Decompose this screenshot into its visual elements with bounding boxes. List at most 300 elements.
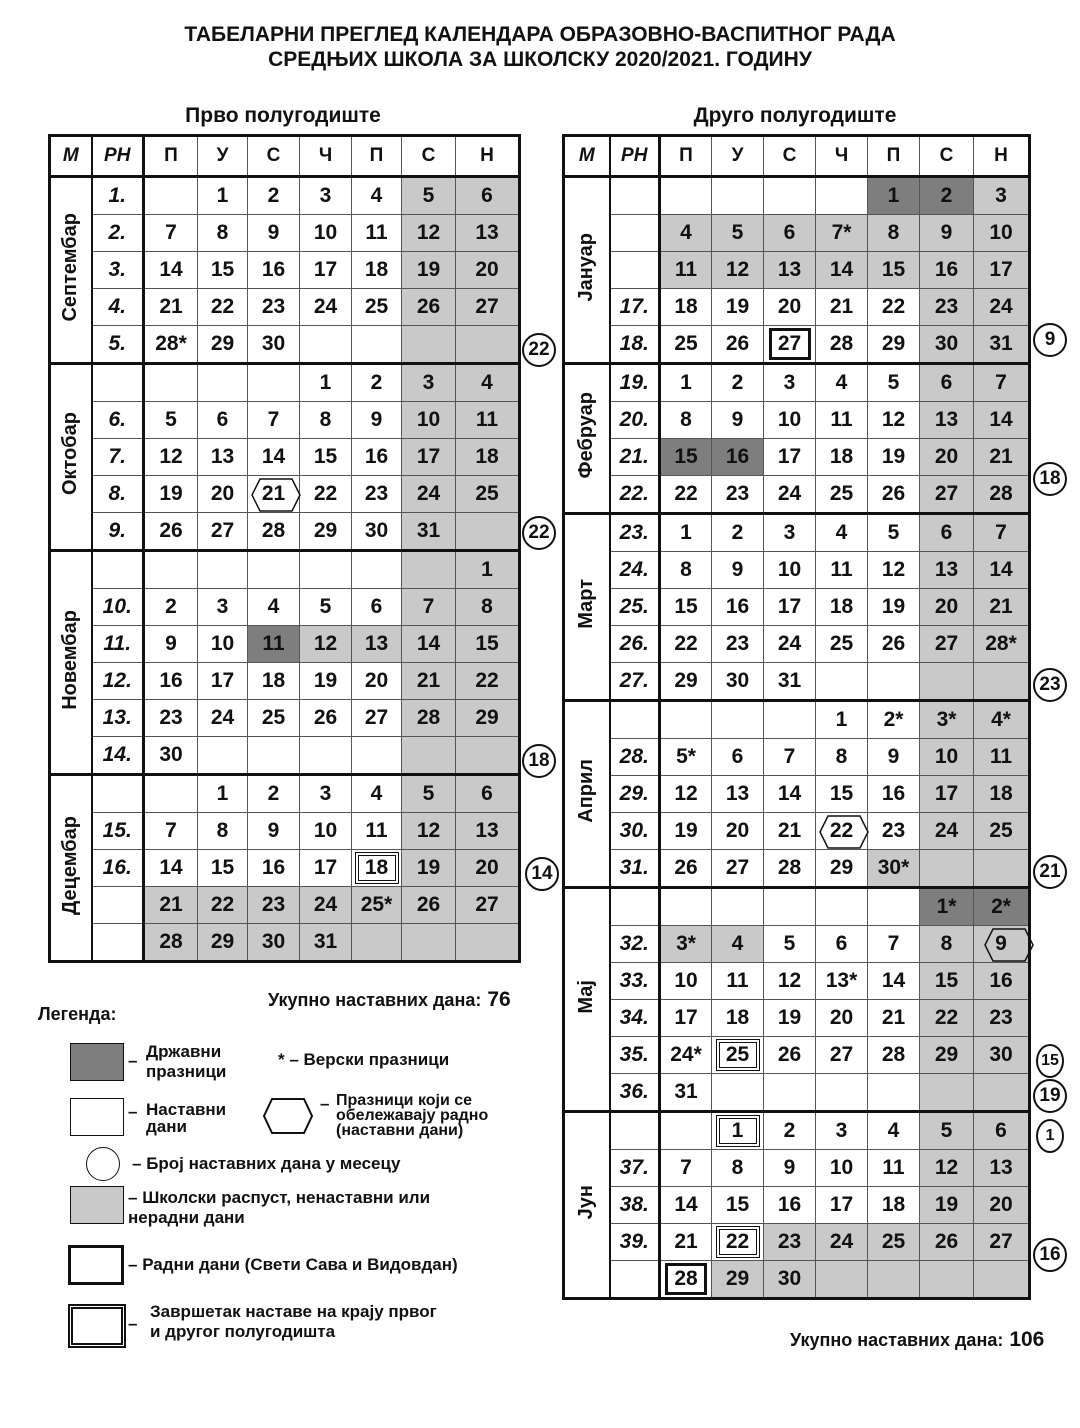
day-cell: 10 bbox=[974, 215, 1030, 252]
week-number: 23. bbox=[610, 514, 660, 552]
day-cell: 10 bbox=[300, 813, 352, 850]
day-cell: 28 bbox=[974, 476, 1030, 514]
day-cell: 25 bbox=[660, 326, 712, 364]
day-cell: 3 bbox=[300, 775, 352, 813]
day-cell: 7 bbox=[144, 215, 198, 252]
day-cell bbox=[764, 326, 816, 364]
day-cell: 19 bbox=[144, 476, 198, 513]
day-cell bbox=[144, 177, 198, 215]
day-cell: 19 bbox=[402, 850, 456, 887]
day-cell: 3* bbox=[920, 701, 974, 739]
day-cell: 30 bbox=[920, 326, 974, 364]
day-cell bbox=[144, 775, 198, 813]
week-row bbox=[564, 514, 1030, 552]
day-cell: 1 bbox=[198, 775, 248, 813]
day-cell: 20 bbox=[456, 850, 520, 887]
day-cell: 21 bbox=[868, 1000, 920, 1037]
day-cell bbox=[764, 1074, 816, 1112]
day-cell: 27 bbox=[974, 1224, 1030, 1261]
day-cell: 12 bbox=[300, 626, 352, 663]
day-cell: 15 bbox=[816, 776, 868, 813]
day-cell: 21 bbox=[974, 589, 1030, 626]
hexagon-icon bbox=[983, 927, 1035, 963]
day-cell: 6 bbox=[456, 775, 520, 813]
day-cell: 28 bbox=[816, 326, 868, 364]
day-cell: 16 bbox=[868, 776, 920, 813]
week-number: 26. bbox=[610, 626, 660, 663]
day-cell bbox=[300, 737, 352, 775]
week-row bbox=[564, 663, 1030, 701]
day-cell: 11 bbox=[816, 552, 868, 589]
column-header: М bbox=[564, 136, 610, 177]
day-cell: 18 bbox=[660, 289, 712, 326]
day-cell: 26 bbox=[712, 326, 764, 364]
week-row bbox=[50, 215, 520, 252]
column-header: П bbox=[352, 136, 402, 177]
week-row bbox=[564, 326, 1030, 364]
week-number: 32. bbox=[610, 926, 660, 963]
week-number: 15. bbox=[92, 813, 144, 850]
end-of-term-day: 1 bbox=[716, 1115, 760, 1147]
day-cell: 21 bbox=[660, 1224, 712, 1261]
week-row bbox=[50, 813, 520, 850]
day-cell: 3 bbox=[198, 589, 248, 626]
week-row bbox=[564, 589, 1030, 626]
day-cell: 17 bbox=[920, 776, 974, 813]
day-cell: 18 bbox=[974, 776, 1030, 813]
week-row bbox=[564, 850, 1030, 888]
week-number bbox=[610, 701, 660, 739]
week-row bbox=[50, 177, 520, 215]
day-cell: 31 bbox=[974, 326, 1030, 364]
day-cell bbox=[300, 551, 352, 589]
day-cell bbox=[352, 737, 402, 775]
day-cell: 6 bbox=[764, 215, 816, 252]
day-cell: 8 bbox=[712, 1150, 764, 1187]
day-cell bbox=[712, 177, 764, 215]
day-cell: 10 bbox=[764, 402, 816, 439]
day-cell: 26 bbox=[300, 700, 352, 737]
day-cell: 19 bbox=[920, 1187, 974, 1224]
day-cell bbox=[660, 1112, 712, 1150]
day-cell bbox=[712, 888, 764, 926]
day-cell: 8 bbox=[660, 552, 712, 589]
day-cell: 20 bbox=[352, 663, 402, 700]
day-cell: 1 bbox=[868, 177, 920, 215]
day-cell: 14 bbox=[660, 1187, 712, 1224]
day-cell: 11 bbox=[352, 215, 402, 252]
day-cell: 7 bbox=[974, 514, 1030, 552]
day-cell: 8 bbox=[456, 589, 520, 626]
week-number bbox=[610, 1112, 660, 1150]
day-cell: 8 bbox=[300, 402, 352, 439]
month-count-circle: 19 bbox=[1033, 1079, 1067, 1113]
day-cell: 13 bbox=[764, 252, 816, 289]
day-cell: 12 bbox=[402, 813, 456, 850]
day-cell bbox=[920, 1074, 974, 1112]
day-cell: 18 bbox=[248, 663, 300, 700]
week-row bbox=[564, 402, 1030, 439]
day-cell: 24 bbox=[198, 700, 248, 737]
day-cell: 15 bbox=[456, 626, 520, 663]
day-cell: 22 bbox=[920, 1000, 974, 1037]
week-number bbox=[610, 177, 660, 215]
week-number bbox=[92, 551, 144, 589]
day-cell: 12 bbox=[402, 215, 456, 252]
day-cell: 5* bbox=[660, 739, 712, 776]
day-cell: 30 bbox=[764, 1261, 816, 1299]
day-cell: 7 bbox=[660, 1150, 712, 1187]
day-cell: 26 bbox=[660, 850, 712, 888]
week-row bbox=[564, 739, 1030, 776]
day-cell: 30* bbox=[868, 850, 920, 888]
day-cell: 22 bbox=[198, 289, 248, 326]
day-cell: 6 bbox=[198, 402, 248, 439]
day-cell: 24 bbox=[974, 289, 1030, 326]
day-cell: 31 bbox=[660, 1074, 712, 1112]
day-cell: 29 bbox=[660, 663, 712, 701]
month-count-circle: 9 bbox=[1033, 323, 1067, 357]
day-cell: 5 bbox=[300, 589, 352, 626]
month-name-cell bbox=[50, 775, 92, 962]
day-cell: 5 bbox=[764, 926, 816, 963]
day-cell: 12 bbox=[660, 776, 712, 813]
day-cell: 17 bbox=[300, 252, 352, 289]
week-number: 33. bbox=[610, 963, 660, 1000]
day-cell: 1 bbox=[456, 551, 520, 589]
week-number: 7. bbox=[92, 439, 144, 476]
day-cell: 7 bbox=[974, 364, 1030, 402]
day-cell: 28 bbox=[868, 1037, 920, 1074]
day-cell: 13 bbox=[456, 813, 520, 850]
week-number: 3. bbox=[92, 252, 144, 289]
day-cell: 9 bbox=[248, 215, 300, 252]
day-cell: 26 bbox=[144, 513, 198, 551]
day-cell: 10 bbox=[198, 626, 248, 663]
week-row bbox=[564, 364, 1030, 402]
day-cell: 14 bbox=[144, 252, 198, 289]
day-cell: 20 bbox=[920, 439, 974, 476]
day-cell: 2 bbox=[248, 775, 300, 813]
day-cell bbox=[868, 1261, 920, 1299]
day-cell: 24 bbox=[816, 1224, 868, 1261]
day-cell: 11 bbox=[816, 402, 868, 439]
day-cell: 27 bbox=[456, 887, 520, 924]
day-cell: 10 bbox=[660, 963, 712, 1000]
month-name: Април bbox=[575, 759, 598, 823]
day-cell: 31 bbox=[402, 513, 456, 551]
day-cell: 17 bbox=[974, 252, 1030, 289]
day-cell: 12 bbox=[764, 963, 816, 1000]
week-number: 4. bbox=[92, 289, 144, 326]
day-cell bbox=[816, 1261, 868, 1299]
end-of-term-day: 25 bbox=[716, 1039, 760, 1071]
week-row bbox=[564, 1037, 1030, 1074]
month-name-cell bbox=[50, 364, 92, 551]
day-cell bbox=[660, 701, 712, 739]
total-label: Укупно наставних дана: bbox=[790, 1330, 1004, 1350]
legend-holiday-swatch bbox=[70, 1043, 124, 1081]
column-header: П bbox=[660, 136, 712, 177]
day-cell: 7 bbox=[402, 589, 456, 626]
day-cell: 13 bbox=[352, 626, 402, 663]
day-cell: 25 bbox=[868, 1224, 920, 1261]
day-cell: 15 bbox=[868, 252, 920, 289]
legend-title: Легенда: bbox=[38, 1004, 117, 1024]
day-cell: 2* bbox=[974, 888, 1030, 926]
day-cell: 22 bbox=[660, 626, 712, 663]
day-cell: 24 bbox=[300, 289, 352, 326]
day-cell: 7 bbox=[248, 402, 300, 439]
day-cell: 3 bbox=[974, 177, 1030, 215]
week-row bbox=[50, 364, 520, 402]
day-cell: 23 bbox=[974, 1000, 1030, 1037]
day-cell: 9 bbox=[712, 402, 764, 439]
day-cell: 16 bbox=[764, 1187, 816, 1224]
month-count-circle: 18 bbox=[1033, 462, 1067, 496]
day-cell: 21 bbox=[816, 289, 868, 326]
day-cell: 27 bbox=[920, 626, 974, 663]
month-name-cell bbox=[564, 177, 610, 364]
column-header: Н bbox=[456, 136, 520, 177]
day-cell: 9 bbox=[352, 402, 402, 439]
day-cell: 18 bbox=[712, 1000, 764, 1037]
day-cell: 31 bbox=[764, 663, 816, 701]
day-cell bbox=[402, 737, 456, 775]
day-cell bbox=[248, 551, 300, 589]
day-cell bbox=[816, 663, 868, 701]
week-number: 6. bbox=[92, 402, 144, 439]
month-name: Децембар bbox=[59, 815, 82, 915]
legend-hexagon-icon bbox=[262, 1097, 314, 1135]
day-cell bbox=[974, 1074, 1030, 1112]
day-cell: 10 bbox=[300, 215, 352, 252]
end-of-term-day: 18 bbox=[355, 852, 399, 884]
semester-2-total bbox=[790, 1328, 1044, 1352]
day-cell: 5 bbox=[868, 514, 920, 552]
month-name-cell bbox=[564, 1112, 610, 1299]
week-row bbox=[564, 776, 1030, 813]
month-name-cell bbox=[564, 514, 610, 701]
column-header: С bbox=[248, 136, 300, 177]
day-cell: 19 bbox=[402, 252, 456, 289]
day-cell bbox=[920, 663, 974, 701]
day-cell bbox=[456, 737, 520, 775]
month-name: Март bbox=[575, 579, 598, 629]
day-cell: 2 bbox=[920, 177, 974, 215]
week-row bbox=[564, 963, 1030, 1000]
month-name: Фебруар bbox=[575, 392, 598, 479]
day-cell: 13 bbox=[974, 1150, 1030, 1187]
day-cell bbox=[712, 1037, 764, 1074]
week-row bbox=[564, 289, 1030, 326]
week-number bbox=[92, 775, 144, 813]
day-cell: 13 bbox=[456, 215, 520, 252]
column-header: Ч bbox=[816, 136, 868, 177]
day-cell: 29 bbox=[198, 326, 248, 364]
week-row bbox=[50, 924, 520, 962]
day-cell: 18 bbox=[816, 589, 868, 626]
day-cell: 16 bbox=[248, 850, 300, 887]
day-cell: 2 bbox=[248, 177, 300, 215]
day-cell: 13 bbox=[198, 439, 248, 476]
day-cell: 5 bbox=[402, 177, 456, 215]
week-number: 34. bbox=[610, 1000, 660, 1037]
day-cell: 7 bbox=[144, 813, 198, 850]
month-name: Јануар bbox=[575, 232, 598, 302]
day-cell: 7* bbox=[816, 215, 868, 252]
day-cell: 25* bbox=[352, 887, 402, 924]
day-cell: 1 bbox=[198, 177, 248, 215]
day-cell: 13 bbox=[712, 776, 764, 813]
day-cell: 19 bbox=[660, 813, 712, 850]
week-row bbox=[50, 252, 520, 289]
week-row bbox=[564, 1224, 1030, 1261]
week-row bbox=[564, 177, 1030, 215]
month-name: Октобар bbox=[59, 412, 82, 496]
day-cell bbox=[248, 364, 300, 402]
week-number bbox=[92, 924, 144, 962]
week-row bbox=[50, 289, 520, 326]
day-cell: 2 bbox=[764, 1112, 816, 1150]
week-number bbox=[610, 215, 660, 252]
legend-holidays: Државни празници bbox=[146, 1042, 227, 1081]
day-cell: 3 bbox=[764, 514, 816, 552]
day-cell bbox=[198, 551, 248, 589]
day-cell: 14 bbox=[248, 439, 300, 476]
day-cell: 13 bbox=[920, 552, 974, 589]
week-row bbox=[50, 887, 520, 924]
month-count-circle: 21 bbox=[1033, 855, 1067, 889]
day-cell: 26 bbox=[920, 1224, 974, 1261]
day-cell bbox=[920, 1261, 974, 1299]
week-row bbox=[50, 775, 520, 813]
day-cell: 28* bbox=[144, 326, 198, 364]
day-cell: 26 bbox=[868, 626, 920, 663]
week-number: 30. bbox=[610, 813, 660, 850]
week-number: 13. bbox=[92, 700, 144, 737]
week-row bbox=[564, 701, 1030, 739]
day-cell: 14 bbox=[144, 850, 198, 887]
day-cell: 12 bbox=[712, 252, 764, 289]
day-cell: 7 bbox=[868, 926, 920, 963]
day-cell: 19 bbox=[868, 439, 920, 476]
week-number: 37. bbox=[610, 1150, 660, 1187]
day-cell: 28 bbox=[144, 924, 198, 962]
day-cell: 23 bbox=[712, 626, 764, 663]
day-cell: 17 bbox=[660, 1000, 712, 1037]
day-cell: 5 bbox=[402, 775, 456, 813]
day-cell: 8 bbox=[198, 215, 248, 252]
legend-break-swatch bbox=[70, 1186, 124, 1224]
column-header: С bbox=[764, 136, 816, 177]
day-cell: 23 bbox=[248, 289, 300, 326]
column-header: П bbox=[144, 136, 198, 177]
day-cell bbox=[974, 850, 1030, 888]
day-cell: 22 bbox=[456, 663, 520, 700]
column-header: РН bbox=[610, 136, 660, 177]
day-cell bbox=[198, 737, 248, 775]
day-cell: 6 bbox=[974, 1112, 1030, 1150]
column-header: РН bbox=[92, 136, 144, 177]
day-cell: 18 bbox=[352, 252, 402, 289]
day-cell: 22 bbox=[300, 476, 352, 513]
week-row bbox=[564, 813, 1030, 850]
week-number: 16. bbox=[92, 850, 144, 887]
day-cell bbox=[974, 1261, 1030, 1299]
week-number bbox=[92, 887, 144, 924]
day-cell: 7 bbox=[764, 739, 816, 776]
week-row bbox=[564, 1000, 1030, 1037]
day-cell: 20 bbox=[456, 252, 520, 289]
week-row bbox=[50, 439, 520, 476]
week-number: 36. bbox=[610, 1074, 660, 1112]
semester-2-title: Друго полугодиште bbox=[693, 104, 897, 127]
day-cell: 9 bbox=[868, 739, 920, 776]
day-cell bbox=[402, 924, 456, 962]
day-cell: 17 bbox=[764, 589, 816, 626]
day-cell: 28 bbox=[764, 850, 816, 888]
day-cell: 21 bbox=[402, 663, 456, 700]
legend-teaching-swatch bbox=[70, 1098, 124, 1136]
day-cell: 20 bbox=[974, 1187, 1030, 1224]
day-cell: 15 bbox=[198, 850, 248, 887]
day-cell: 6 bbox=[352, 589, 402, 626]
day-cell bbox=[352, 551, 402, 589]
day-cell bbox=[144, 364, 198, 402]
day-cell bbox=[144, 551, 198, 589]
day-cell bbox=[712, 1112, 764, 1150]
month-name: Јун bbox=[575, 1184, 598, 1220]
week-number: 18. bbox=[610, 326, 660, 364]
day-cell: 4 bbox=[248, 589, 300, 626]
day-cell: 11 bbox=[712, 963, 764, 1000]
week-number bbox=[92, 364, 144, 402]
day-cell: 3 bbox=[764, 364, 816, 402]
day-cell bbox=[402, 551, 456, 589]
day-cell: 26 bbox=[764, 1037, 816, 1074]
week-number: 5. bbox=[92, 326, 144, 364]
day-cell: 19 bbox=[300, 663, 352, 700]
day-cell bbox=[868, 663, 920, 701]
working-day-box: 28 bbox=[665, 1263, 707, 1295]
day-cell: 11 bbox=[248, 626, 300, 663]
day-cell: 31 bbox=[300, 924, 352, 962]
day-cell: 16 bbox=[248, 252, 300, 289]
column-header: М bbox=[50, 136, 92, 177]
week-number: 8. bbox=[92, 476, 144, 513]
day-cell: 11 bbox=[868, 1150, 920, 1187]
day-cell: 24 bbox=[764, 476, 816, 514]
day-cell: 2* bbox=[868, 701, 920, 739]
day-cell: 15 bbox=[712, 1187, 764, 1224]
day-cell bbox=[712, 701, 764, 739]
title-line-1: ТАБЕЛАРНИ ПРЕГЛЕД КАЛЕНДАРА ОБРАЗОВНО-ВАСПИТНОГ РАДА bbox=[184, 23, 896, 46]
week-number: 31. bbox=[610, 850, 660, 888]
day-cell bbox=[712, 1074, 764, 1112]
week-row bbox=[50, 551, 520, 589]
day-cell: 16 bbox=[352, 439, 402, 476]
day-cell: 24* bbox=[660, 1037, 712, 1074]
week-number: 11. bbox=[92, 626, 144, 663]
day-cell: 17 bbox=[198, 663, 248, 700]
day-cell bbox=[456, 924, 520, 962]
day-cell: 28 bbox=[248, 513, 300, 551]
day-cell: 15 bbox=[660, 439, 712, 476]
day-cell: 13 bbox=[920, 402, 974, 439]
column-header: С bbox=[920, 136, 974, 177]
day-cell: 6 bbox=[712, 739, 764, 776]
